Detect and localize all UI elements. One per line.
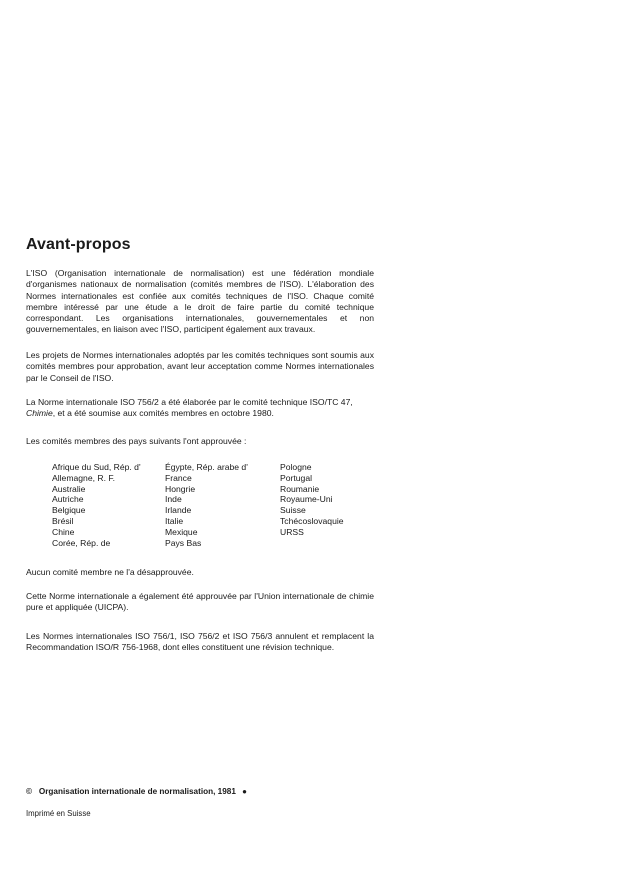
printed-in-note: Imprimé en Suisse [26, 809, 91, 818]
country-list-item: Royaume-Uni [280, 494, 333, 505]
page-title: Avant-propos [26, 236, 131, 253]
country-list-column-1 [52, 462, 162, 548]
country-list-item: France [165, 472, 192, 483]
country-list-column-2 [165, 462, 275, 548]
paragraph-no-disapproval: Aucun comité membre ne l'a désapprouvée. [26, 567, 194, 577]
country-list-item: Tchécoslovaquie [280, 515, 344, 526]
country-list-item: URSS [280, 526, 304, 537]
country-list-item: Italie [165, 515, 184, 526]
country-list-item: Inde [165, 494, 182, 505]
paragraph-draft-approval: Les projets de Normes internationales adoptés par les comités techniques sont soumis aux comités membres pour approbation, avant leur acceptation comme Normes internationales par le Conseil de l'ISO. [26, 350, 374, 383]
country-list-item: Irlande [165, 505, 192, 516]
committee-name: Chimie [26, 408, 53, 419]
country-list-item: Portugal [280, 472, 313, 483]
paragraph-standard-origin-part1: La Norme internationale ISO 756/2 a été élaborée par le comité technique ISO/TC 47, [26, 397, 353, 407]
country-list-item: Brésil [52, 515, 74, 526]
country-list-item: Allemagne, R. F. [52, 472, 116, 483]
paragraph-standard-origin-part2: , et a été soumise aux comités membres en octobre 1980. [52, 408, 274, 419]
country-list-item: Chine [52, 526, 75, 537]
country-list-item: Pologne [280, 462, 312, 472]
copyright-icon: © [26, 787, 33, 796]
country-list-item: Hongrie [165, 483, 196, 494]
country-list-item: Pays Bas [165, 537, 202, 548]
country-list-column-3 [280, 462, 390, 538]
paragraph-standard-origin [26, 397, 374, 420]
country-list-item: Corée, Rép. de [52, 537, 111, 548]
country-list-item: Afrique du Sud, Rép. d' [52, 462, 141, 472]
paragraph-iso-intro: L'ISO (Organisation internationale de normalisation) est une fédération mondiale d'organismes nationaux de normalisation (comités membres de l'ISO). L'élaboration des Normes internationales est confiée aux comités techniques de l'ISO. Chaque comité membre intéressé par une étude a le droit de faire partie du comité technique correspondant. Les organisations internationales, gouvernementales et non gouvernementales, en liaison avec l'ISO, participent également aux travaux. [26, 268, 374, 335]
country-list-item: Mexique [165, 526, 198, 537]
paragraph-approving-countries-intro: Les comités membres des pays suivants l'ont approuvée : [26, 436, 247, 446]
copyright-line [26, 787, 247, 796]
paragraph-cancellation: Les Normes internationales ISO 756/1, ISO 756/2 et ISO 756/3 annulent et remplacent la Recommandation ISO/R 756-1968, dont elles constituent une révision technique. [26, 631, 374, 653]
copyright-text: Organisation internationale de normalisation, 1981 [38, 787, 236, 796]
country-list-item: Australie [52, 483, 86, 494]
country-list-item: Suisse [280, 505, 306, 516]
country-list-item: Belgique [52, 505, 86, 516]
bullet-icon: ● [242, 787, 248, 796]
country-list-item: Roumanie [280, 483, 320, 494]
country-list-item: Égypte, Rép. arabe d' [165, 462, 248, 472]
country-list-item: Autriche [52, 494, 84, 505]
paragraph-iupac-approval: Cette Norme internationale a également été approuvée par l'Union internationale de chimie pure et appliquée (UICPA). [26, 591, 374, 613]
